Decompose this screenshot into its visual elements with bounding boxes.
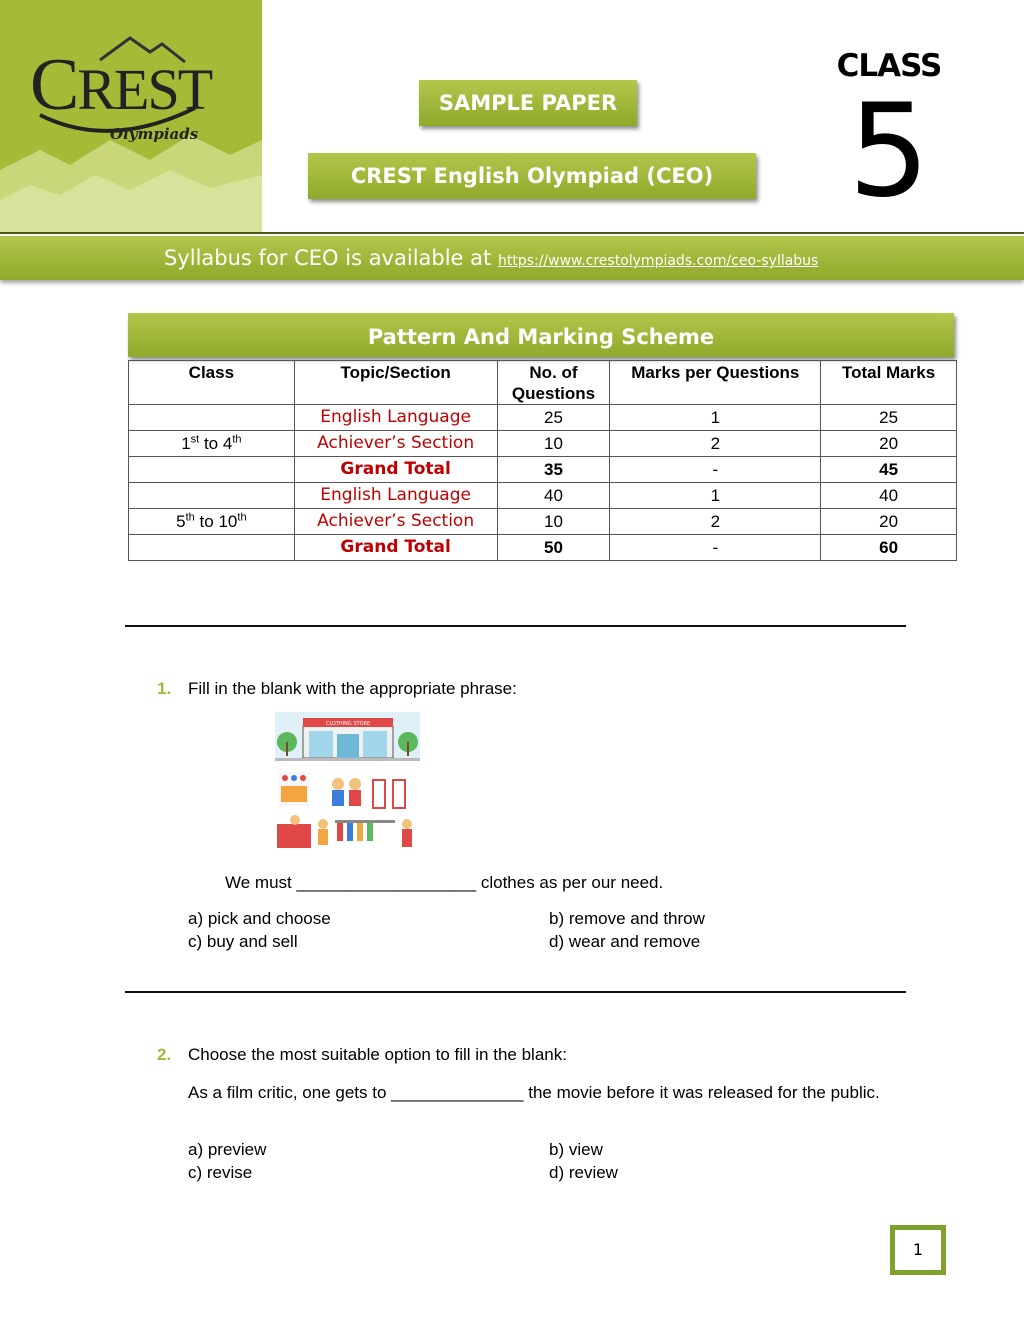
marking-scheme-table: [128, 360, 957, 561]
marks-cell: 2: [610, 509, 821, 535]
page-number: 1: [890, 1225, 946, 1275]
option-d[interactable]: d) wear and remove: [549, 932, 701, 951]
questions-cell: 35: [497, 457, 610, 483]
header-divider: [0, 232, 1024, 234]
marks-cell: -: [610, 457, 821, 483]
header-questions: No. of Questions: [497, 361, 610, 405]
question-number: 2.: [157, 1045, 172, 1064]
store-sign: CLOTHING STORE: [325, 721, 371, 727]
grand-total-label: Grand Total: [294, 457, 497, 483]
class-number: 5: [848, 77, 930, 226]
total-cell: 45: [821, 457, 957, 483]
option-a[interactable]: a) pick and choose: [188, 909, 331, 928]
total-cell: 20: [821, 509, 957, 535]
logo-text: CREST: [30, 44, 212, 126]
topic-cell: Achiever’s Section: [294, 509, 497, 535]
divider: [125, 991, 906, 993]
topic-cell: English Language: [294, 405, 497, 431]
class-label: CLASS: [836, 48, 942, 84]
question-sentence: We must ___________________ clothes as per our need.: [225, 873, 664, 892]
table-row: [129, 483, 957, 509]
total-cell: 25: [821, 405, 957, 431]
question-prompt: Fill in the blank with the appropriate phrase:: [188, 679, 517, 698]
clothing-store-illustration: [275, 712, 420, 854]
header-class: Class: [129, 361, 295, 405]
questions-cell: 50: [497, 535, 610, 561]
marks-cell: 1: [610, 405, 821, 431]
topic-cell: Achiever’s Section: [294, 431, 497, 457]
marks-cell: -: [610, 535, 821, 561]
questions-cell: 10: [497, 509, 610, 535]
class-range-cell: 5th to 10th: [129, 509, 295, 535]
option-c[interactable]: c) buy and sell: [188, 932, 298, 951]
table-row: [129, 431, 957, 457]
marks-cell: 1: [610, 483, 821, 509]
header-total: Total Marks: [821, 361, 957, 405]
header-topic: Topic/Section: [294, 361, 497, 405]
option-b[interactable]: b) view: [549, 1140, 603, 1159]
pattern-title-banner: Pattern And Marking Scheme: [128, 313, 954, 357]
option-c[interactable]: c) revise: [188, 1163, 253, 1182]
header-marks: Marks per Questions: [610, 361, 821, 405]
question-sentence: As a film critic, one gets to ______________ the movie before it was released for the public.: [188, 1083, 880, 1102]
divider: [125, 625, 906, 627]
option-d[interactable]: d) review: [549, 1163, 618, 1182]
questions-cell: 10: [497, 431, 610, 457]
marks-cell: 2: [610, 431, 821, 457]
syllabus-link[interactable]: https://www.crestolympiads.com/ceo-syllabus: [497, 253, 819, 269]
syllabus-bar: [0, 236, 1024, 280]
table-row: [129, 509, 957, 535]
question-prompt: Choose the most suitable option to fill in the blank:: [188, 1045, 567, 1064]
table-row: [129, 457, 957, 483]
topic-cell: English Language: [294, 483, 497, 509]
questions-cell: 25: [497, 405, 610, 431]
grand-total-label: Grand Total: [294, 535, 497, 561]
total-cell: 20: [821, 431, 957, 457]
logo-panel: [0, 0, 262, 232]
total-cell: 60: [821, 535, 957, 561]
total-cell: 40: [821, 483, 957, 509]
questions-cell: 40: [497, 483, 610, 509]
syllabus-text: Syllabus for CEO is available at: [164, 246, 492, 270]
logo-tagline: Olympiads: [110, 125, 199, 143]
table-row: [129, 535, 957, 561]
olympiad-title-banner: CREST English Olympiad (CEO): [308, 153, 756, 199]
question-number: 1.: [157, 679, 172, 698]
table-row: [129, 405, 957, 431]
sample-paper-banner: SAMPLE PAPER: [419, 80, 637, 126]
table-header-row: [129, 361, 957, 405]
class-range-cell: 1st to 4th: [129, 431, 295, 457]
option-a[interactable]: a) preview: [188, 1140, 267, 1159]
option-b[interactable]: b) remove and throw: [549, 909, 705, 928]
